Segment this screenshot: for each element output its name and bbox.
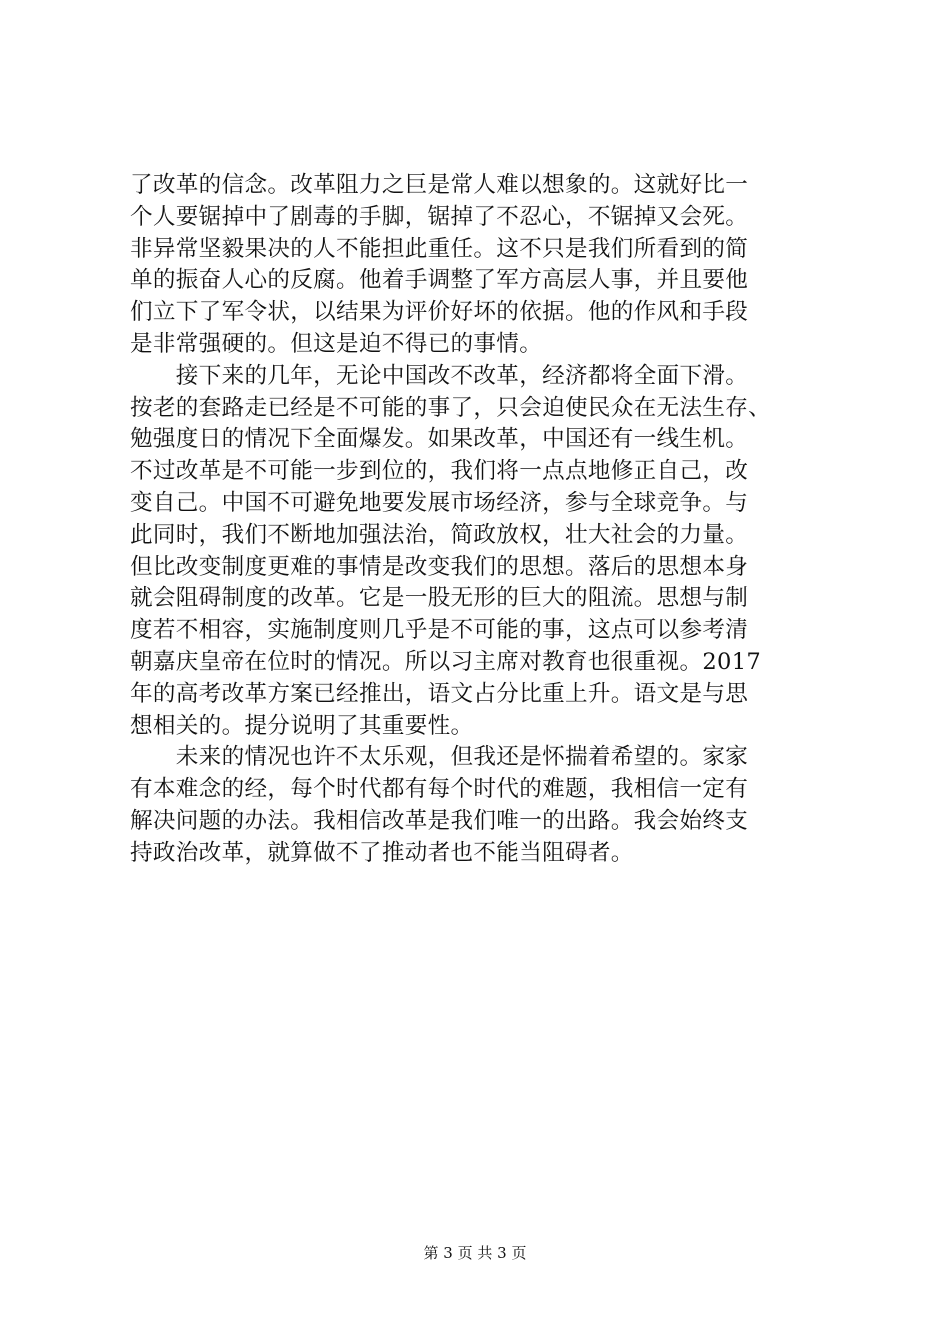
text-line: 朝嘉庆皇帝在位时的情况。所以习主席对教育也很重视。2017 (130, 648, 762, 675)
text-line: 解决问题的办法。我相信改革是我们唯一的出路。我会始终支 (130, 807, 749, 834)
text-line: 按老的套路走已经是不可能的事了，只会迫使民众在无法生存、 (130, 394, 772, 421)
body-text (130, 170, 824, 870)
text-line: 但比改变制度更难的事情是改变我们的思想。落后的思想本身 (130, 553, 749, 580)
text-line: 不过改革是不可能一步到位的，我们将一点点地修正自己，改 (130, 458, 749, 485)
page-number-footer: 第 3 页 共 3 页 (423, 1244, 527, 1262)
text-line: 想相关的。提分说明了其重要性。 (130, 712, 474, 739)
text-line: 们立下了军令状，以结果为评价好坏的依据。他的作风和手段 (130, 299, 749, 326)
text-line: 年的高考改革方案已经推出，语文占分比重上升。语文是与思 (130, 680, 749, 707)
text-line: 了改革的信念。改革阻力之巨是常人难以想象的。这就好比一 (130, 172, 749, 198)
text-line: 个人要锯掉中了剧毒的手脚，锯掉了不忍心，不锯掉又会死。 (130, 203, 749, 230)
text-line: 变自己。中国不可避免地要发展市场经济，参与全球竞争。与 (130, 489, 749, 516)
text-line: 勉强度日的情况下全面爆发。如果改革，中国还有一线生机。 (130, 426, 749, 453)
text-line: 非异常坚毅果决的人不能担此重任。这不只是我们所看到的简 (130, 235, 749, 262)
text-line: 度若不相容，实施制度则几乎是不可能的事，这点可以参考清 (130, 617, 749, 644)
text-line: 持政治改革，就算做不了推动者也不能当阻碍者。 (130, 839, 634, 866)
text-line: 未来的情况也许不太乐观，但我还是怀揣着希望的。家家 (130, 744, 749, 771)
text-line: 单的振奋人心的反腐。他着手调整了军方高层人事，并且要他 (130, 267, 749, 294)
text-line: 此同时，我们不断地加强法治，简政放权，壮大社会的力量。 (130, 521, 749, 548)
text-line: 就会阻碍制度的改革。它是一股无形的巨大的阻流。思想与制 (130, 585, 749, 612)
text-line: 有本难念的经，每个时代都有每个时代的难题，我相信一定有 (130, 776, 749, 803)
text-line: 接下来的几年，无论中国改不改革，经济都将全面下滑。 (130, 362, 749, 389)
text-line: 是非常强硬的。但这是迫不得已的事情。 (130, 330, 543, 357)
